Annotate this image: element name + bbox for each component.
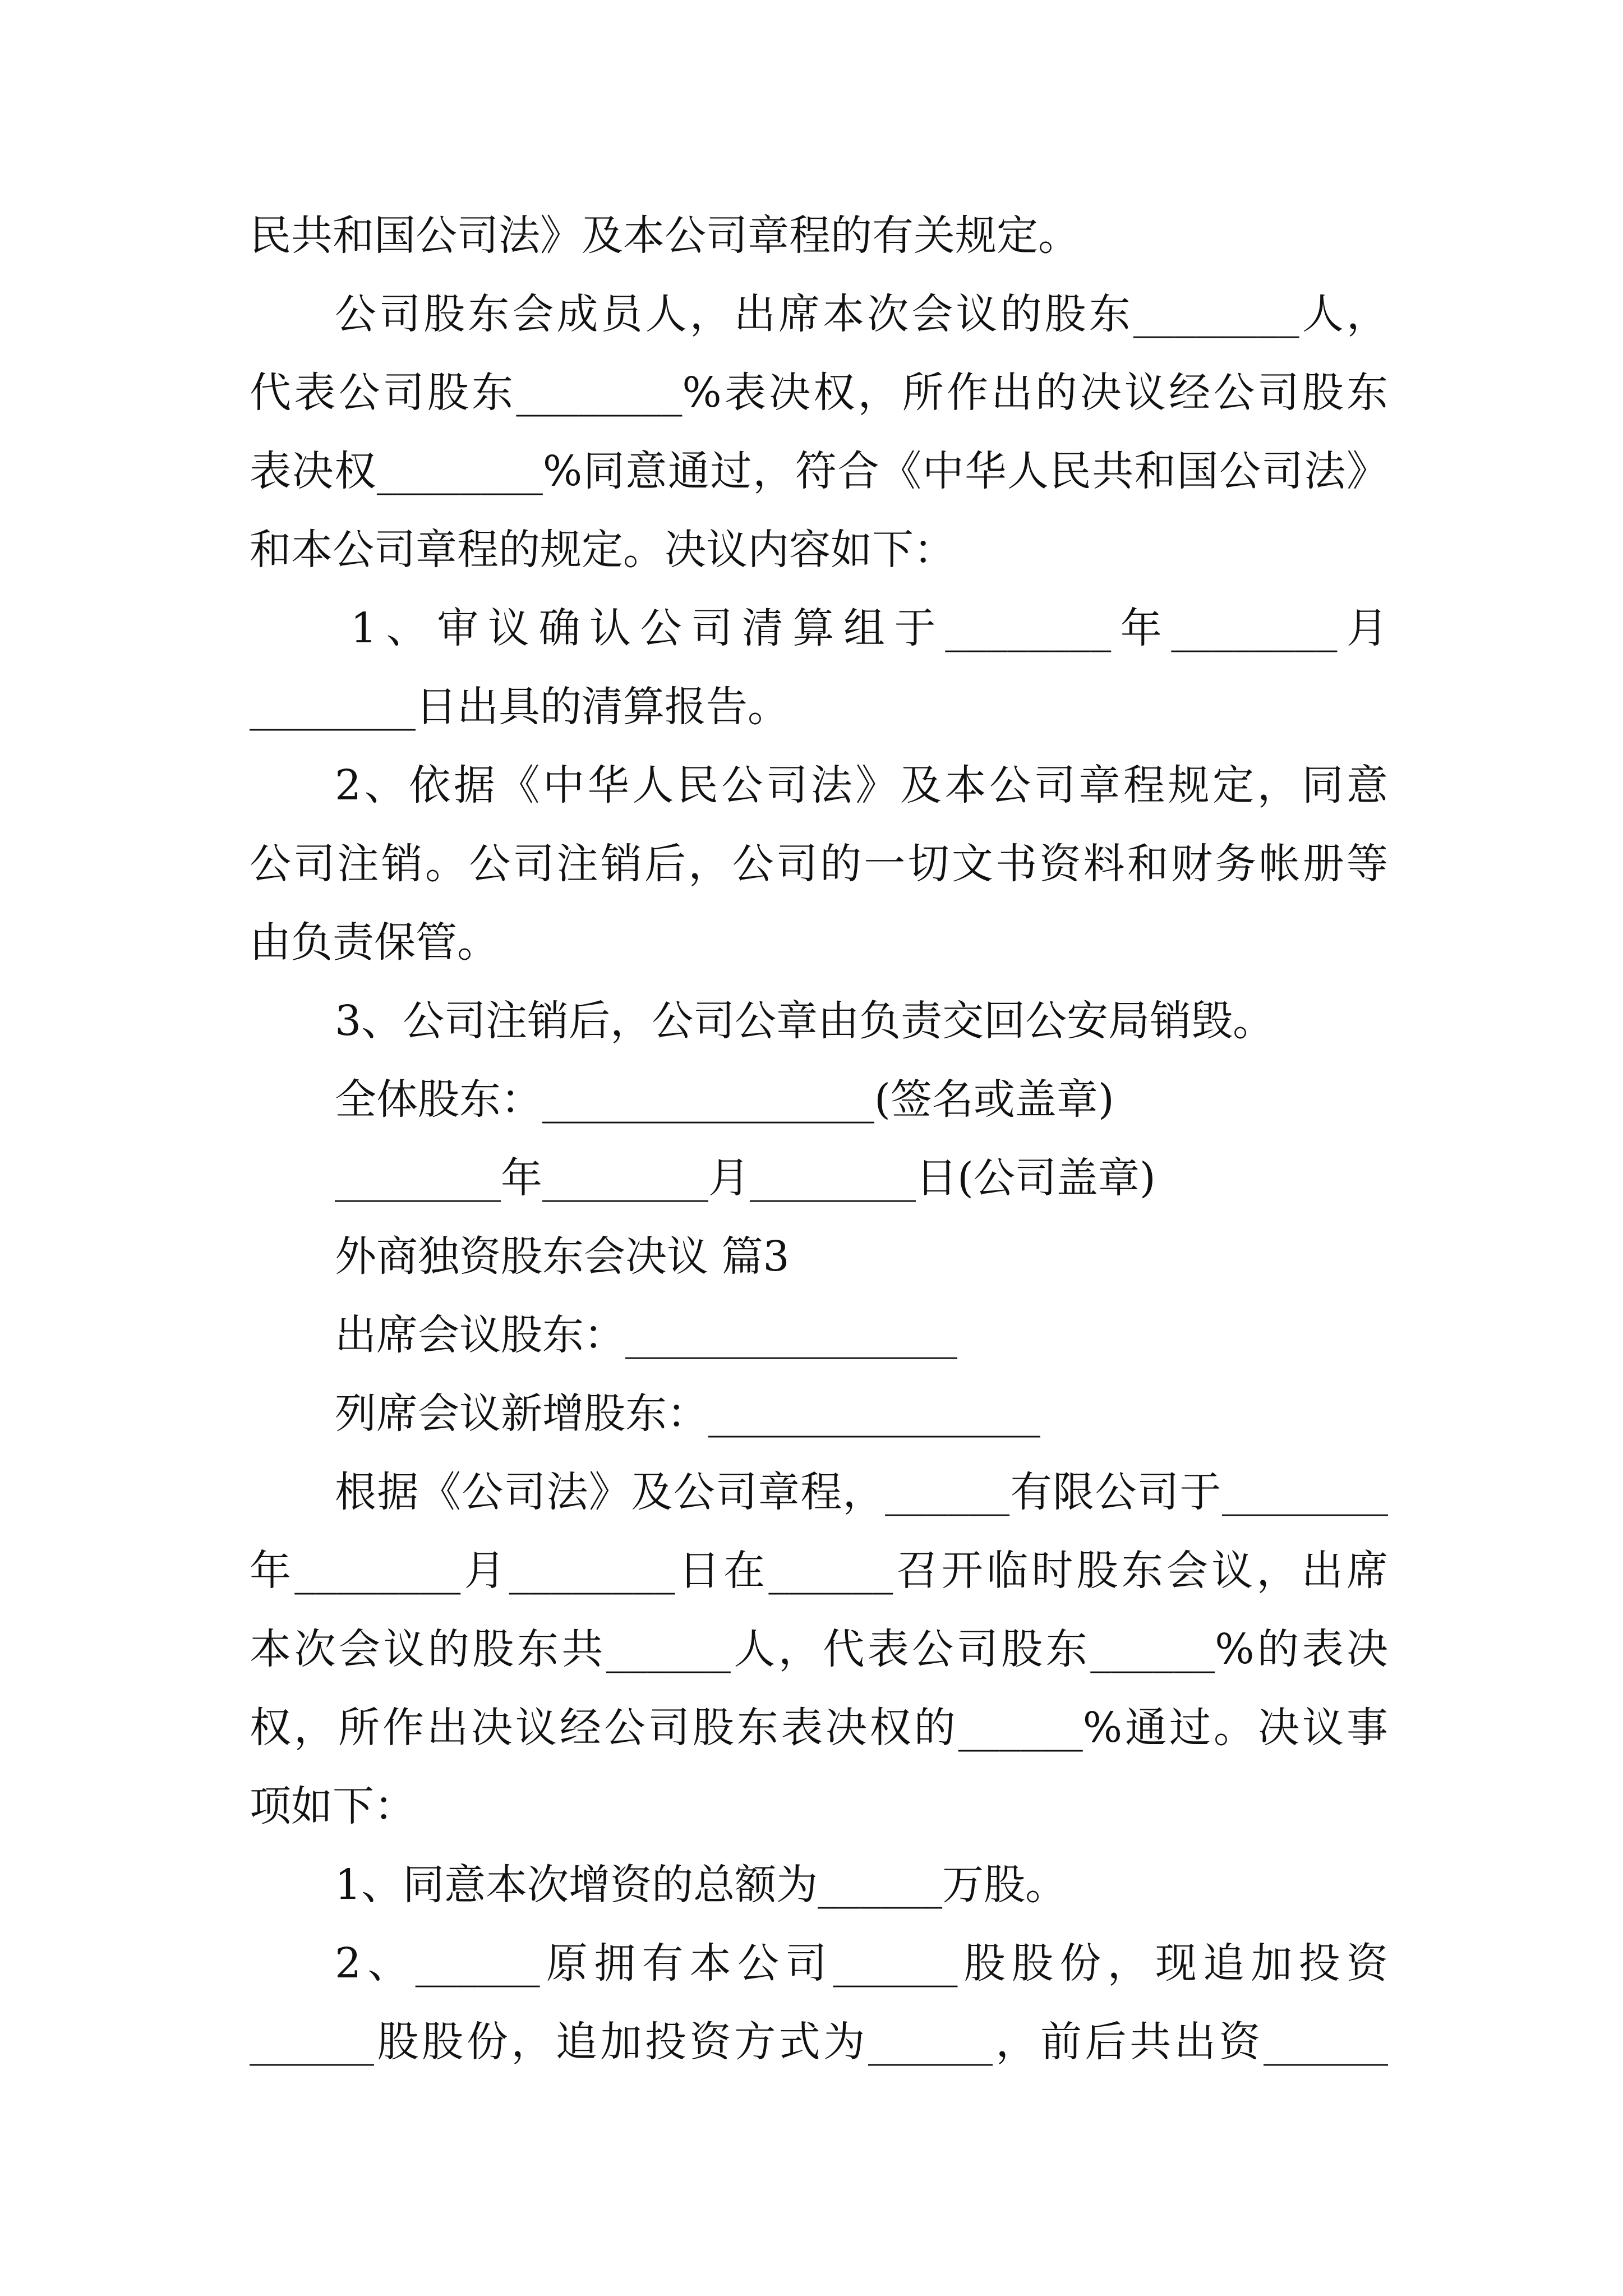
text-line-20: 权，所作出决议经公司股东表决权的______%通过。决议事 (250, 1704, 1388, 1752)
text-line-7: ________日出具的清算报告。 (250, 683, 789, 731)
text-line-13: ________年________月________日(公司盖章) (335, 1154, 1156, 1202)
text-line-10: 由负责保管。 (250, 918, 499, 967)
text-line-2: 公司股东会成员人，出席本次会议的股东________人， (335, 290, 1388, 338)
text-line-5: 和本公司章程的规定。决议内容如下： (250, 526, 955, 574)
text-line-24: ______股股份，追加投资方式为______，前后共出资______ (250, 2018, 1388, 2066)
text-line-16: 列席会议新增股东：________________ (335, 1389, 1040, 1438)
text-line-11: 3、公司注销后，公司公章由负责交回公安局销毁。 (335, 997, 1275, 1045)
text-line-12: 全体股东：________________(签名或盖章) (335, 1075, 1114, 1124)
text-line-22: 1、同意本次增资的总额为______万股。 (335, 1861, 1067, 1909)
text-line-1: 民共和国公司法》及本公司章程的有关规定。 (250, 211, 1080, 260)
text-line-8: 2、依据《中华人民公司法》及本公司章程规定，同意 (335, 761, 1388, 809)
text-line-17: 根据《公司法》及公司章程，______有限公司于________ (335, 1468, 1388, 1516)
section-heading: 外商独资股东会决议 篇3 (335, 1232, 790, 1281)
text-line-18: 年________月________日在______召开临时股东会议，出席 (250, 1547, 1388, 1595)
text-line-23: 2、______原拥有本公司______股股份，现追加投资 (335, 1939, 1388, 1987)
text-line-19: 本次会议的股东共______人，代表公司股东______%的表决 (250, 1625, 1388, 1673)
text-line-6: 1、审议确认公司清算组于________年________月 (351, 604, 1388, 652)
text-line-3: 代表公司股东________%表决权，所作出的决议经公司股东 (250, 369, 1388, 417)
text-line-21: 项如下： (250, 1782, 416, 1830)
text-line-9: 公司注销。公司注销后，公司的一切文书资料和财务帐册等 (250, 840, 1388, 888)
text-line-4: 表决权________%同意通过，符合《中华人民共和国公司法》 (250, 447, 1388, 495)
text-line-15: 出席会议股东：________________ (335, 1311, 957, 1359)
